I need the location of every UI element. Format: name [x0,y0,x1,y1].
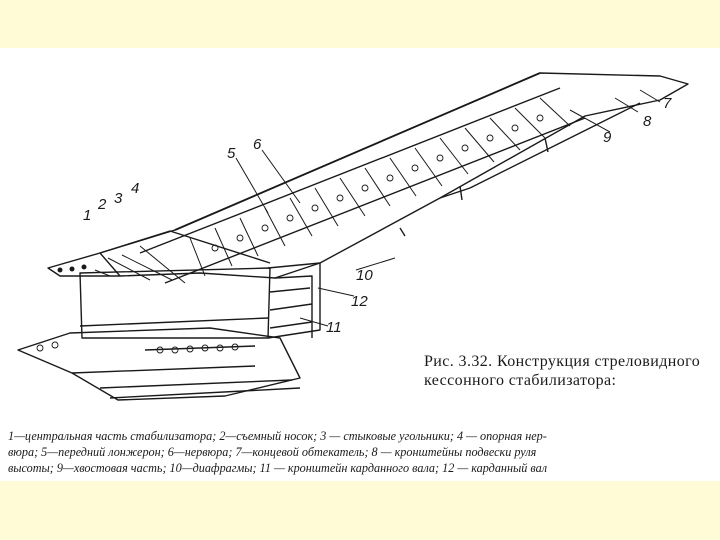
callout-2: 2 [98,196,107,213]
callout-5: 5 [227,145,236,162]
spar-web-dots [58,265,87,273]
callout-11: 11 [326,319,342,336]
callout-4: 4 [131,180,140,197]
stabilizer-outline [48,73,688,283]
tail-section [400,103,640,236]
callout-3: 3 [114,190,123,207]
callout-12: 12 [351,293,368,310]
callout-6: 6 [253,136,262,153]
callout-1: 1 [83,207,92,224]
figure-caption: Рис. 3.32. Конструкция стреловидного кессонного стабилизатора: [424,353,701,389]
lower-section-holes [37,342,238,353]
ribs [190,98,570,276]
callout-9: 9 [603,129,612,146]
slide-top-band [0,0,720,48]
center-section-box [80,263,320,338]
leader-lines [95,90,660,326]
legend-line-1: 1—центральная часть стабилизатора; 2—съемный носок; 3 — стыковые угольники; 4 — опорная нер- [8,429,547,443]
callout-7: 7 [663,95,672,112]
legend-line-3: высоты; 9—хвостовая часть; 10—диафрагмы; 11 — кронштейн карданного вала; 12 — карданный вал [8,461,548,475]
callout-8: 8 [643,113,652,130]
lower-section [18,328,300,400]
rib-lightening-holes [212,115,543,251]
slide-bottom-band [0,481,720,540]
callout-10: 10 [356,267,373,284]
legend-line-2: вюра; 5—передний лонжерон; 6—нервюра; 7—концевой обтекатель; 8 — кронштейны подвески руля [8,445,537,459]
figure-legend [8,428,712,476]
